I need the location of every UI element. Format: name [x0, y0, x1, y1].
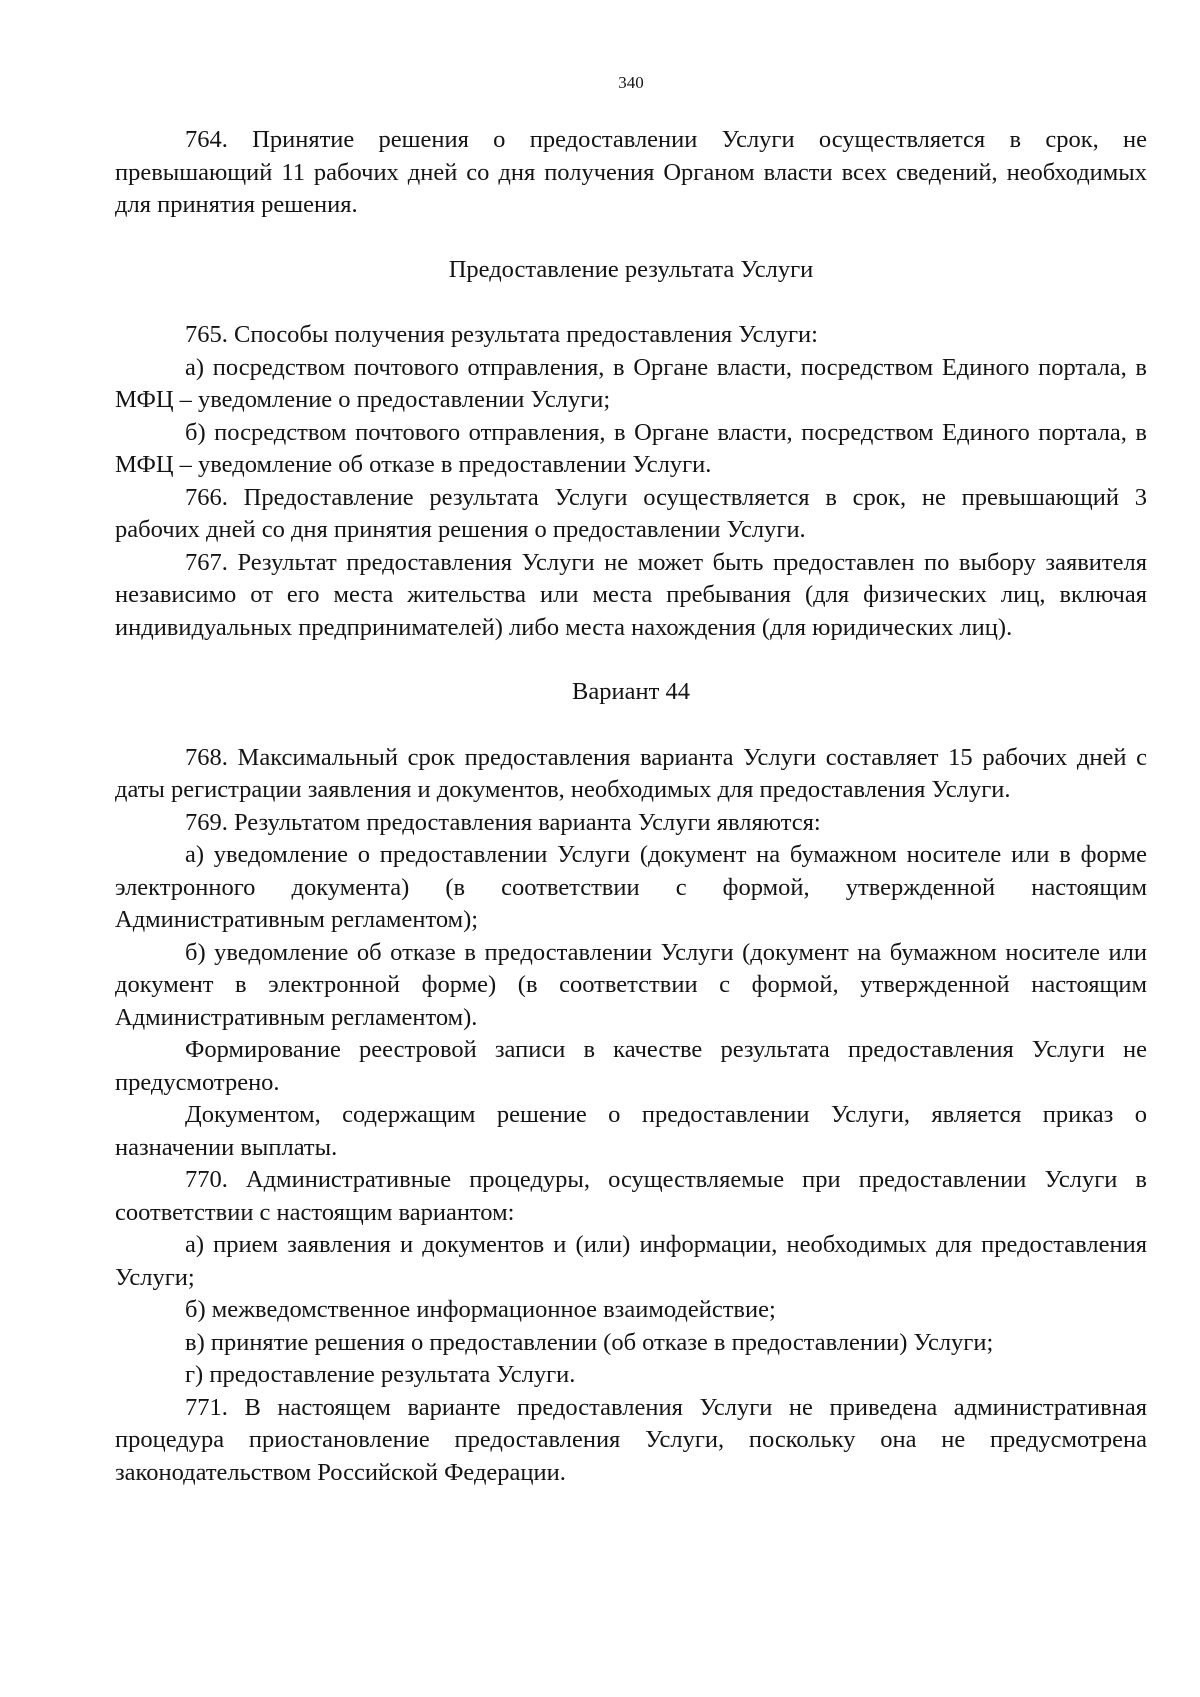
list-item-770-a: а) прием заявления и документов и (или) информации, необходимых для предоставления Услуги; [115, 1231, 1147, 1291]
paragraph-766: 766. Предоставление результата Услуги осуществляется в срок, не превышающий 3 рабочих дней со дня принятия решения о предоставлении Услуги. [115, 483, 1147, 543]
section-heading-variant: Вариант 44 [572, 678, 690, 705]
section-heading-result: Предоставление результата Услуги [448, 255, 814, 283]
paragraph-registry-record: Формирование реестровой записи в качестве результата предоставления Услуги не предусмотрено. [115, 1036, 1147, 1096]
paragraph-770: 770. Административные процедуры, осуществляемые при предоставлении Услуги в соответствии с настоящим вариантом: [115, 1166, 1147, 1226]
list-item-765-b: б) посредством почтового отправления, в Органе власти, посредством Единого портала, в МФЦ – уведомление об отказе в предоставлении Услуги. [115, 418, 1147, 478]
paragraph-769: 769. Результатом предоставления варианта Услуги являются: [185, 808, 821, 836]
paragraph-765: 765. Способы получения результата предоставления Услуги: [185, 321, 818, 348]
list-item-770-c: в) принятие решения о предоставлении (об отказе в предоставлении) Услуги; [185, 1328, 994, 1356]
list-item-769-b: б) уведомление об отказе в предоставлении Услуги (документ на бумажном носителе или документ в электронной форме) (в соответствии с формой, утвержденной настоящим Административным регламентом). [115, 938, 1147, 1031]
document-body [115, 124, 1147, 1489]
paragraph-764: 764. Принятие решения о предоставлении Услуги осуществляется в срок, не превышающий 11 рабочих дней со дня получения Органом власти всех сведений, необходимых для принятия решения. [115, 126, 1147, 218]
list-item-765-a: а) посредством почтового отправления, в Органе власти, посредством Единого портала, в МФЦ – уведомление о предоставлении Услуги; [115, 353, 1147, 413]
paragraph-decision-document: Документом, содержащим решение о предоставлении Услуги, является приказ о назначении выплаты. [115, 1101, 1147, 1161]
paragraph-767: 767. Результат предоставления Услуги не может быть предоставлен по выбору заявителя независимо от его места жительства или места пребывания (для физических лиц, включая индивидуальных предпринимателей) либо места нахождения (для юридических лиц). [115, 548, 1147, 641]
list-item-770-d: г) предоставление результата Услуги. [185, 1361, 576, 1388]
paragraph-768: 768. Максимальный срок предоставления варианта Услуги составляет 15 рабочих дней с даты регистрации заявления и документов, необходимых для предоставления Услуги. [115, 743, 1147, 803]
page-number: 340 [618, 73, 644, 92]
list-item-769-a: а) уведомление о предоставлении Услуги (документ на бумажном носителе или в форме электронного документа) (в соответствии с формой, утвержденной настоящим Административным регламентом); [115, 841, 1147, 933]
list-item-770-b: б) межведомственное информационное взаимодействие; [185, 1296, 776, 1323]
paragraph-771: 771. В настоящем варианте предоставления Услуги не приведена административная процедура приостановление предоставления Услуги, поскольку она не предусмотрена законодательством Российской Федерации. [115, 1393, 1147, 1486]
document-page [115, 0, 1147, 1697]
